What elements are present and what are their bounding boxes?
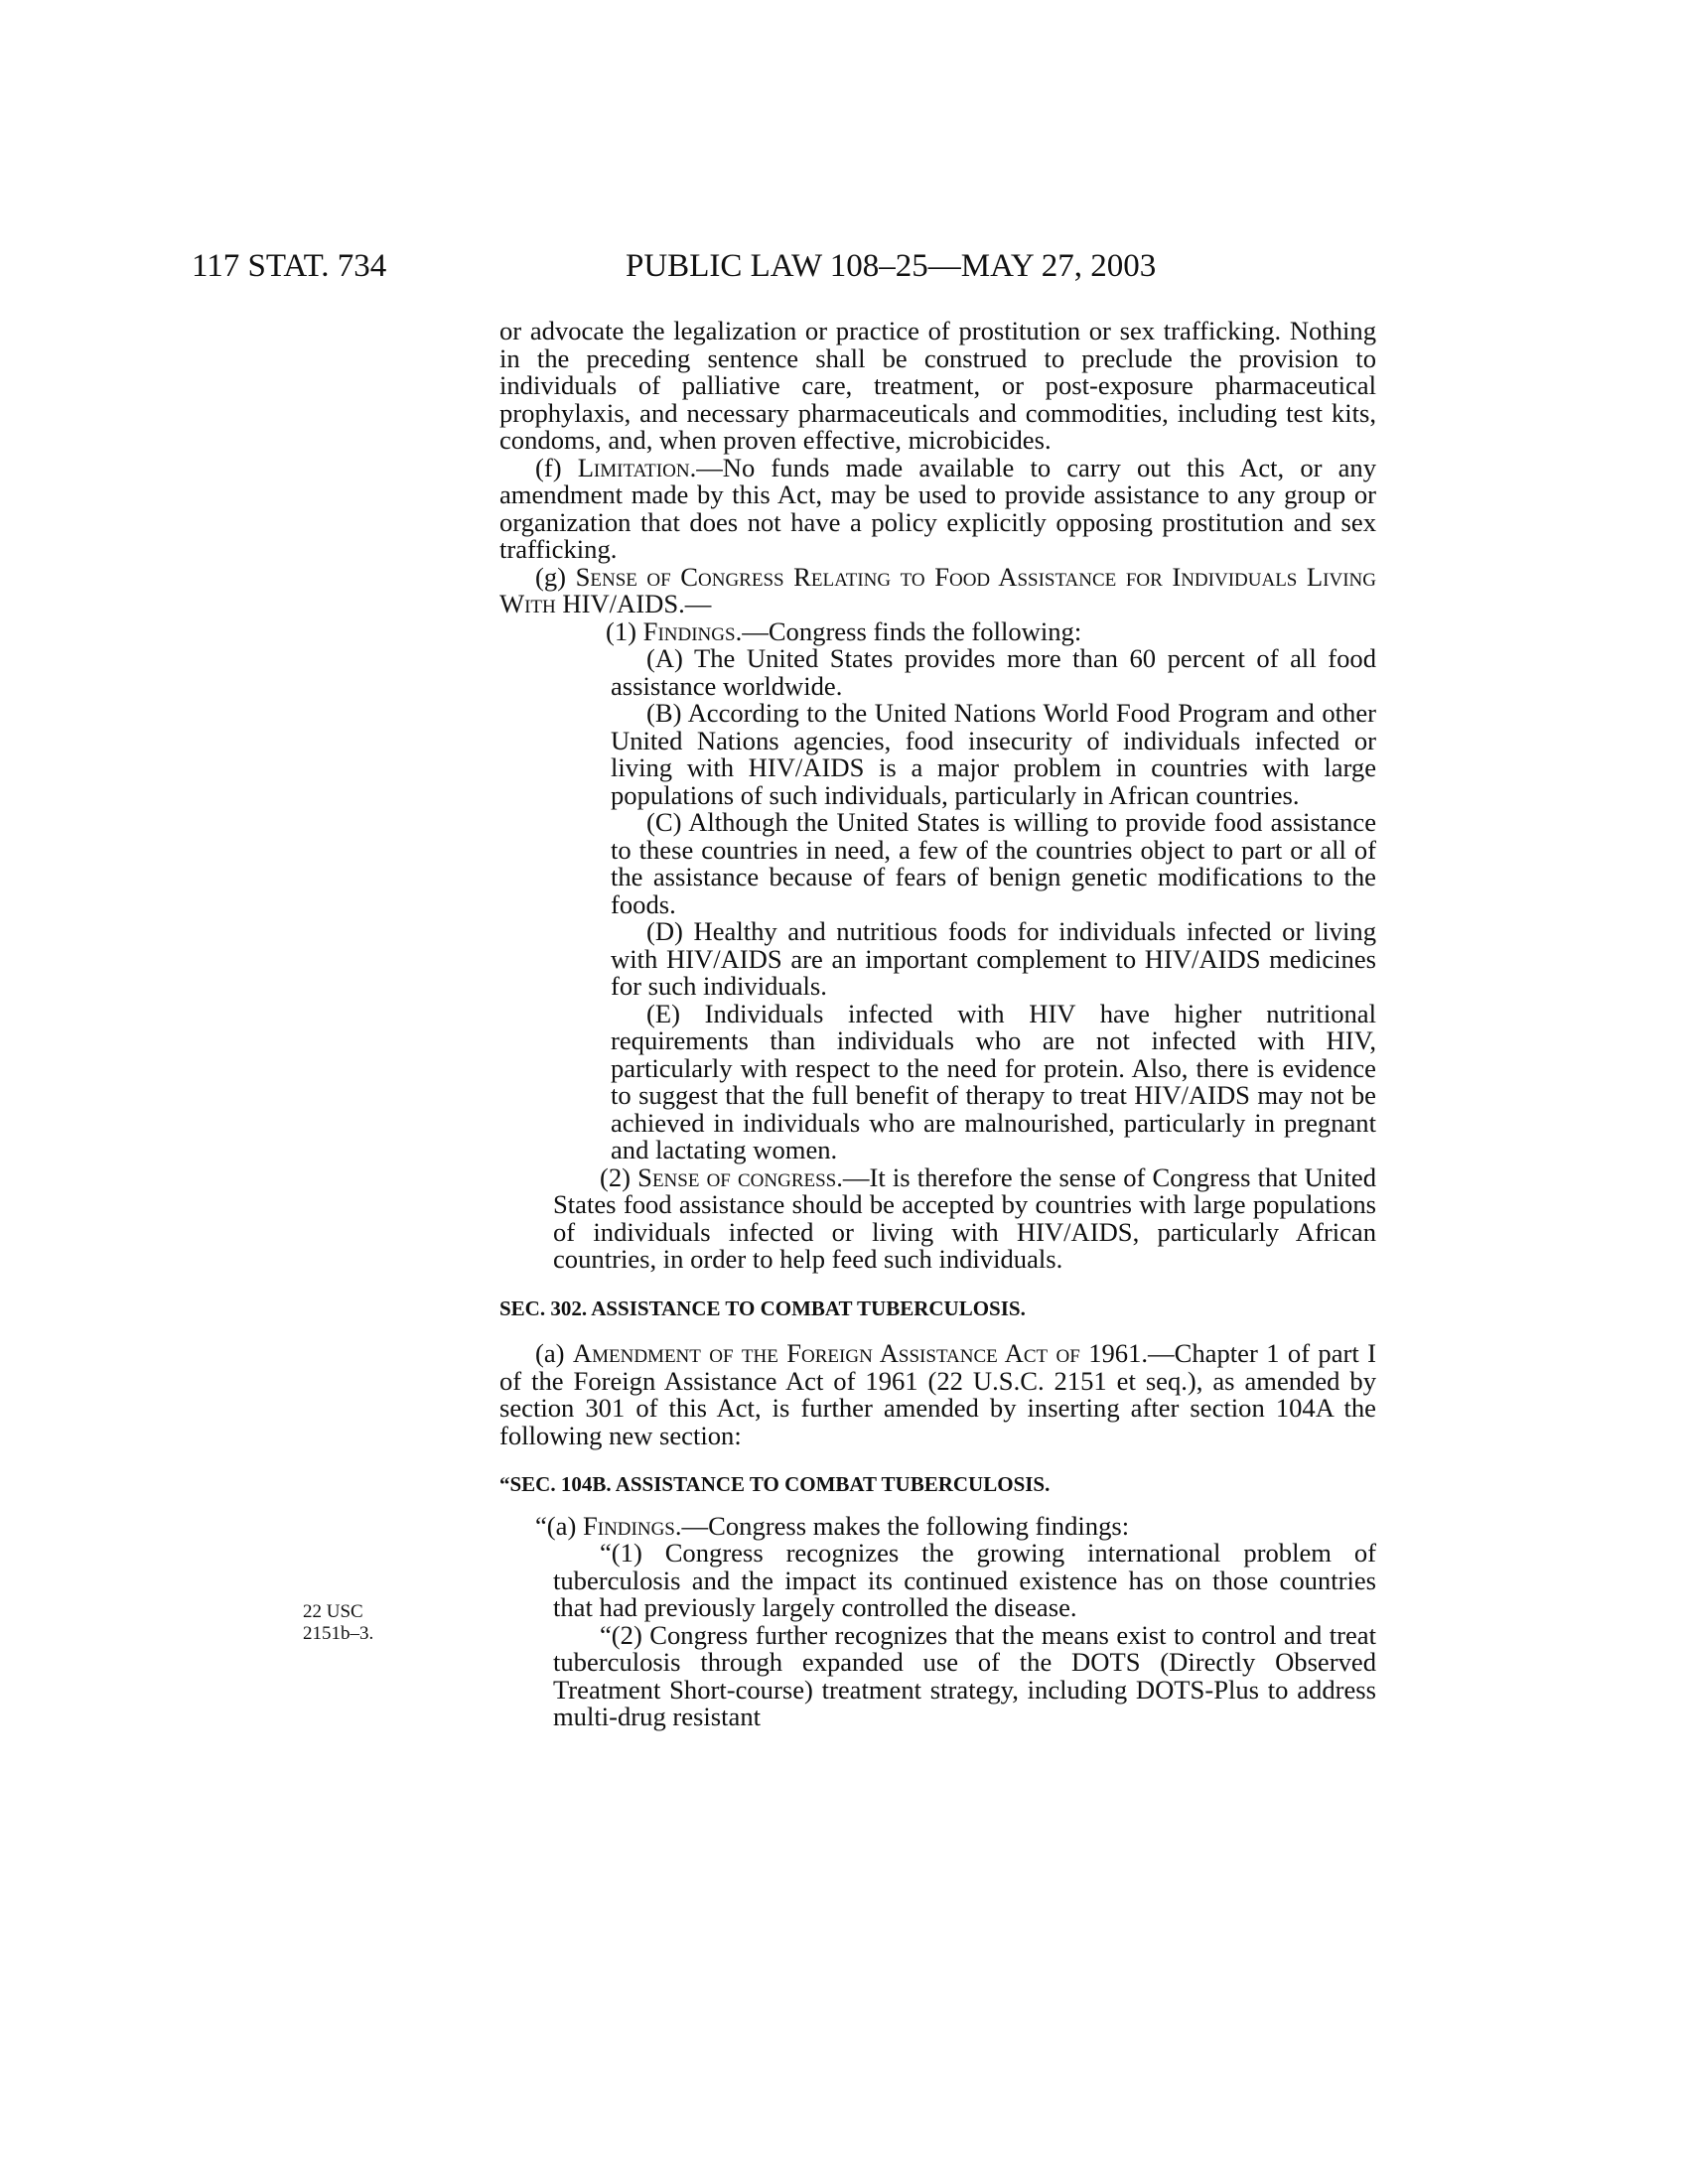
paragraph-g2 — [499, 1161, 1376, 1274]
paragraph-g1-label: (1) — [606, 615, 643, 646]
clause-g-e: (E) Individuals infected with HIV have higher nutritional requirements than individuals who are not infected with HIV, particularly with respect to the need for protein. Also, there is evidence to suggest that the full benefit of therapy to treat HIV/AIDS may not be achieved in individuals who are malnourished, particularly in pregnant and lactating women. — [611, 998, 1376, 1164]
subsection-g-heading: Sense of Congress Relating to Food Assistance for Individuals Living With HIV/AIDS — [499, 561, 1376, 618]
quoted-paragraph-2: “(2) Congress further recognizes that the means exist to control and treat tuberculosis through expanded use of the DOTS (Directly Observed Treatment Short-course) treatment strategy, including DOTS-Plus to address multi-drug resistant — [553, 1619, 1376, 1731]
subsection-g-text: .— — [678, 589, 712, 618]
margin-citation-line2: 2151b–3. — [303, 1623, 374, 1644]
clause-g-d: (D) Healthy and nutritious foods for individuals infected or living with HIV/AIDS are an important complement to HIV/AIDS medicines for such individuals. — [611, 916, 1376, 1001]
subsection-f-text: .—No funds made available to carry out this Act, or any amendment made by this Act, may be used to provide assistance to any group or organization that does not have a policy explicitly opposing prostitution and sex trafficking. — [499, 452, 1376, 564]
subsection-f — [499, 452, 1376, 564]
subsection-f-heading: Limitation — [577, 452, 690, 482]
subsection-g — [499, 561, 1376, 618]
paragraph-g1-heading: Findings — [642, 615, 736, 646]
margin-citation — [303, 1601, 412, 1645]
stat-page-number: 117 STAT. 734 — [192, 248, 387, 284]
paragraph-continuation: or advocate the legalization or practice of prostitution or sex trafficking. Nothing in the preceding sentence shall be construed to preclude the provision to individuals of palliative care, treatment, or post-exposure pharmaceutical prophylaxis, and necessary pharmaceuticals and commodities, including test kits, condoms, and, when proven effective, microbicides. — [499, 316, 1376, 455]
paragraph-g1 — [499, 615, 1376, 646]
paragraph-g1-text: .—Congress finds the following: — [735, 615, 1082, 646]
running-header: PUBLIC LAW 108–25—MAY 27, 2003 — [626, 248, 1157, 284]
subsection-f-label: (f) — [535, 452, 578, 482]
body-text — [499, 318, 1376, 1731]
subsection-a-heading: Amendment of the Foreign Assistance Act of 1961 — [572, 1338, 1142, 1368]
subsection-g-label: (g) — [535, 561, 576, 592]
margin-citation-line1: 22 USC — [303, 1601, 363, 1622]
quoted-subsection-a-label: “(a) — [535, 1510, 583, 1541]
subsection-a — [499, 1340, 1376, 1449]
clause-g-c: (C) Although the United States is willing to provide food assistance to these countries in need, a few of the countries object to part or all of the assistance because of fears of benign genetic modifications to the foods. — [611, 807, 1376, 919]
quoted-paragraph-1: “(1) Congress recognizes the growing international problem of tuberculosis and the impact its continued existence has on those countries that had previously largely controlled the disease. — [553, 1538, 1376, 1622]
quoted-subsection-a-heading: Findings — [582, 1510, 675, 1541]
subsection-a-text: .—Chapter 1 of part I of the Foreign Assistance Act of 1961 (22 U.S.C. 2151 et seq.), as amended by section 301 of this Act, is further amended by inserting after section 104A the following new section: — [499, 1338, 1377, 1450]
paragraph-g2-heading: Sense of congress — [637, 1161, 837, 1192]
paragraph-g2-text: .—It is therefore the sense of Congress that United States food assistance should be accepted by countries with large populations of individuals infected or living with HIV/AIDS, particularly African countries, in order to help feed such individuals. — [553, 1161, 1376, 1274]
quoted-subsection-a-text: .—Congress makes the following findings: — [674, 1510, 1130, 1541]
subsection-a-label: (a) — [535, 1338, 573, 1368]
quoted-subsection-a — [499, 1510, 1376, 1541]
clause-g-a: (A) The United States provides more than 60 percent of all food assistance worldwide. — [611, 643, 1376, 701]
paragraph-g2-label: (2) — [600, 1161, 638, 1192]
section-104b-heading: “SEC. 104B. ASSISTANCE TO COMBAT TUBERCULOSIS. — [499, 1472, 1051, 1496]
clause-g-b: (B) According to the United Nations World Food Program and other United Nations agencies, food insecurity of individuals infected or living with HIV/AIDS is a major problem in countries with large populations of such individuals, particularly in African countries. — [611, 698, 1376, 810]
section-302-heading: SEC. 302. ASSISTANCE TO COMBAT TUBERCULOSIS. — [499, 1296, 1026, 1320]
